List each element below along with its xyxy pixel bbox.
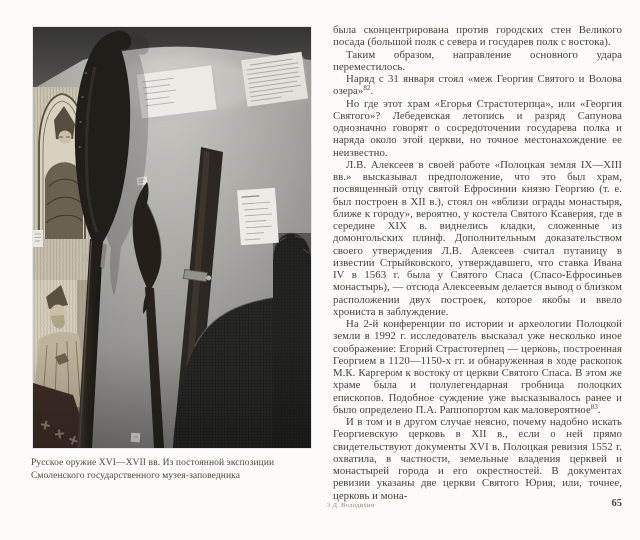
footnote-reference: 82 (363, 84, 371, 93)
paragraph: Наряд с 31 января стоял «меж Георгия Святого и Волова озера»$^{82}$. (333, 73, 622, 98)
signature-mark: 3 Д. Володихин (327, 502, 375, 509)
paragraph: была сконцентрирована против городских стен Великого посада (большой полк с севера и государев полк с востока). (333, 24, 622, 49)
info-panel-center (137, 65, 219, 123)
paragraph: Но где этот храм «Егорья Страстотерпца», или «Георгия Святого»? Лебедевская летопись и разряд Сапунова однозначно говорят о сосредоточении государева полка и наряда около этой церкви, но точное местонахождение ее неизвестно. (333, 97, 622, 159)
footnote-reference: 83 (590, 402, 598, 411)
photo-vignette (33, 347, 311, 448)
text-column (333, 24, 622, 502)
paragraph: И в том и в другом случае неясно, почему надобно искать Георгиевскую церковь в XII в., если о ней прямо свидетельствуют документы XVI в. Полоцкая ревизия 1552 г. охватила, в частности, земельные владения церквей и монастырей города и его окрестностей. В документах ревизии указаны две церкви Святого Юрия, или, точнее, церковь и мона- (333, 416, 622, 502)
paragraph: На 2-й конференции по истории и археологии Полоцкой земли в 1992 г. исследователь высказал уже несколько иное соображение: Егорий Страстотерпец — церковь, построенная Георгием в 1120—1150-х гг. и обнаруженная в ходе раскопок М.К. Каргером к востоку от церкви Святого Спаса. В этом же храме была и полулегендарная гробница полоцких епископов. Подобное суждение уже высказывалось ранее и было определено П.А. Раппопортом как маловероятное$^{83}$. (333, 318, 622, 416)
info-panel-right (241, 51, 311, 111)
shaft-tag (83, 254, 89, 262)
exhibit-label-left-edge (33, 230, 43, 247)
museum-photo (33, 27, 311, 448)
exhibit-label-card (237, 188, 279, 246)
museum-photo-illustration (33, 27, 311, 448)
page-number: 65 (611, 498, 622, 509)
paragraph: Таким образом, направление основного удара переместилось. (333, 48, 622, 73)
paragraph: Л.В. Алексеев в своей работе «Полоцкая земля IX—XIII вв.» высказывал предположение, что это был храм, посвященный отцу святой Ефросинии князю Георгию (т. е. был построен в XII в.), стоял он «вблизи ограды монастыря, ближе к городу», вероятно, у костела Святого Ксаверия, где в середине XIX в. виднелись кладки, сложенные из домонгольских плинф. Дополнительным доказательством своего утверждения Л.В. Алексеев считал путаницу в известии Стрыйковского, утверждавшего, что ставка Ивана IV в 1563 г. была у Святого Спаса (Спасо-Ефросиньев монастырь), — отсюда Алексеевым делается вывод о близком расположении двух построек, которое якобы и ввело хрониста в заблуждение. (333, 158, 622, 318)
photo-caption: Русское оружие XVI—XVII вв. Из постоянной экспозиции Смоленского государственного музея-заповедника (31, 458, 275, 481)
page-footer (327, 498, 622, 512)
